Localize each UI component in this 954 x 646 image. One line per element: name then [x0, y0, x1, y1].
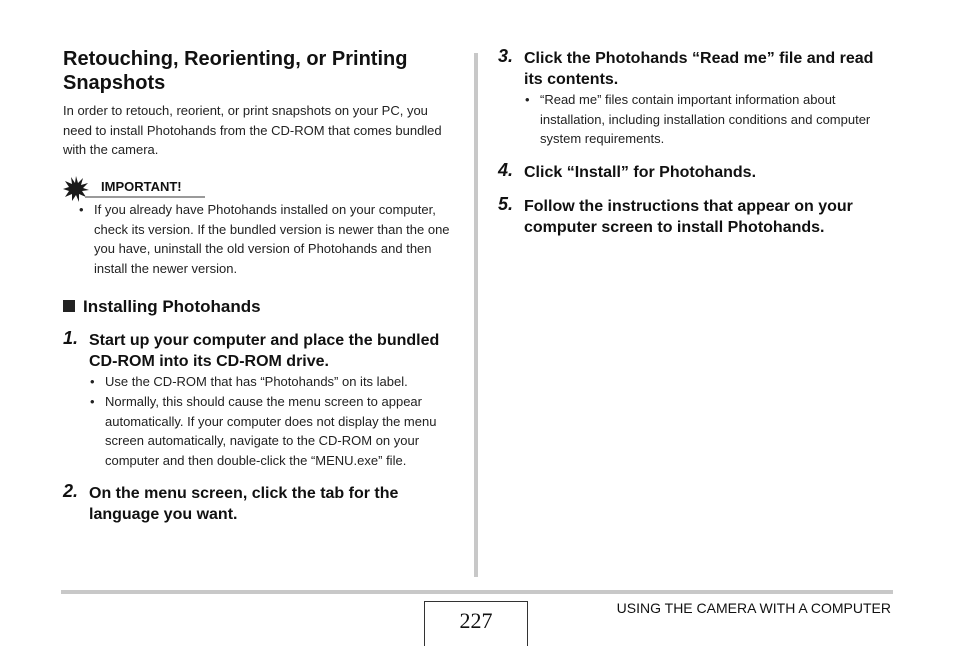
list-item — [79, 200, 459, 278]
page-number-box — [424, 601, 528, 646]
bullet-dot: • — [90, 374, 95, 389]
bullet-text: Normally, this should cause the menu screen to appear automatically. If your computer does not display the menu screen automatically, navigate to the CD-ROM on your computer and then double-click the “MENU.exe” file. — [105, 394, 437, 468]
step-number: 5. — [498, 194, 514, 214]
chapter-title: USING THE CAMERA WITH A COMPUTER — [616, 600, 891, 616]
step-text: Click “Install” for Photohands. — [524, 164, 757, 181]
list-item — [90, 372, 458, 392]
bullet-text: If you already have Photohands installed on your computer, check its version. If the bundled version is newer than the one you have, uninstall the old version of Photohands and then install the newer version. — [94, 202, 450, 276]
step-text: Start up your computer and place the bundled CD-ROM into its CD-ROM drive. — [89, 332, 440, 370]
step-number: 4. — [498, 160, 514, 180]
step-1-bullet-list — [90, 372, 458, 471]
page-title: Retouching, Reorienting, or Printing Snapshots — [63, 48, 408, 94]
bullet-dot: • — [90, 394, 95, 409]
step-3-bullet-list — [525, 90, 893, 149]
list-item — [525, 90, 893, 149]
column-divider — [474, 53, 478, 577]
intro-paragraph: In order to retouch, reorient, or print snapshots on your PC, you need to install Photohands from the CD-ROM that comes bundled with the camera. — [63, 103, 442, 157]
footer-rule — [61, 590, 893, 594]
section-heading — [63, 297, 261, 317]
square-marker-icon — [63, 300, 75, 312]
step-number: 2. — [63, 481, 79, 501]
important-label: IMPORTANT! — [101, 179, 182, 194]
bullet-dot: • — [525, 92, 530, 107]
bullet-text: “Read me” files contain important information about installation, including installation conditions and computer system requirements. — [540, 92, 871, 146]
section-heading-text: Installing Photohands — [83, 297, 261, 316]
step-number: 1. — [63, 328, 79, 348]
page-number: 227 — [459, 608, 493, 633]
starburst-icon — [63, 176, 89, 202]
bullet-text: Use the CD-ROM that has “Photohands” on its label. — [105, 374, 408, 389]
step-text: Click the Photohands “Read me” file and read its contents. — [524, 50, 874, 88]
list-item — [90, 392, 458, 470]
bullet-dot: • — [79, 202, 84, 217]
important-underline — [85, 196, 205, 198]
important-bullet-list — [79, 200, 459, 279]
important-notice — [63, 176, 208, 198]
step-text: Follow the instructions that appear on your computer screen to install Photohands. — [524, 198, 853, 236]
step-number: 3. — [498, 46, 514, 66]
step-text: On the menu screen, click the tab for the language you want. — [89, 485, 399, 523]
